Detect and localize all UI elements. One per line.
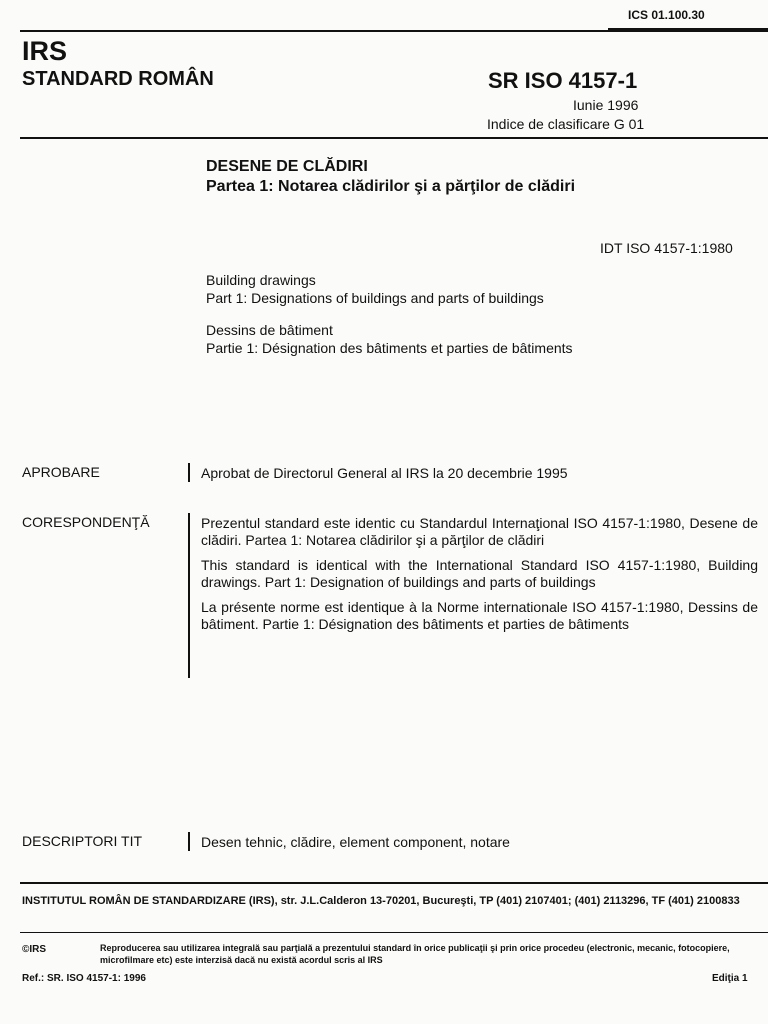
title-english <box>206 271 544 307</box>
edition: Ediţia 1 <box>712 973 748 984</box>
correspondence-bar <box>188 513 190 678</box>
standard-type: STANDARD ROMÂN <box>22 68 214 90</box>
idt-reference: IDT ISO 4157-1:1980 <box>600 240 733 256</box>
correspondence-label: CORESPONDENŢĂ <box>22 514 150 530</box>
approval-text: Aprobat de Directorul General al IRS la 20 decembrie 1995 <box>201 465 568 481</box>
title-en-line2: Part 1: Designations of buildings and parts of buildings <box>206 290 544 306</box>
footer-subdivider <box>20 932 768 933</box>
correspondence-fr: La présente norme est identique à la Norme internationale ISO 4157-1:1980, Dessins de bâtiment. Partie 1: Désignation des bâtiments et parties de bâtiments <box>201 599 758 632</box>
publication-date: Iunie 1996 <box>573 97 639 113</box>
title-fr-line2: Partie 1: Désignation des bâtiments et parties de bâtiments <box>206 340 573 356</box>
classification-index: Indice de clasificare G 01 <box>487 116 645 132</box>
descriptors-label: DESCRIPTORI TIT <box>22 833 143 849</box>
title-ro-line2: Partea 1: Notarea clădirilor şi a părţilor de clădiri <box>206 178 576 195</box>
institute-address: INSTITUTUL ROMÂN DE STANDARDIZARE (IRS), str. J.L.Calderon 13-70201, Bucureşti, TP (401) 2107401; (401) 2113296, TF (401) 2100833 <box>22 895 740 907</box>
top-divider <box>20 30 768 32</box>
title-en-line1: Building drawings <box>206 272 316 288</box>
org-name: IRS <box>22 36 68 66</box>
approval-label: APROBARE <box>22 464 100 480</box>
title-romanian <box>206 157 575 197</box>
descriptors-bar <box>188 832 190 851</box>
title-french <box>206 321 573 357</box>
descriptors-text: Desen tehnic, clădire, element component, notare <box>201 834 510 850</box>
correspondence-ro: Prezentul standard este identic cu Standardul Internaţional ISO 4157-1:1980, Desene de clădiri. Partea 1: Notarea clădirilor şi a părţilor de clădiri <box>201 515 758 548</box>
ics-code: ICS 01.100.30 <box>628 8 705 22</box>
reference: Ref.: SR. ISO 4157-1: 1996 <box>22 973 146 984</box>
approval-bar <box>188 463 190 482</box>
title-fr-line1: Dessins de bâtiment <box>206 322 333 338</box>
title-ro-line1: DESENE DE CLĂDIRI <box>206 158 368 175</box>
header-divider <box>20 137 768 139</box>
correspondence-en: This standard is identical with the International Standard ISO 4157-1:1980, Building drawings. Part 1: Designation of buildings and parts of buildings <box>201 557 758 590</box>
correspondence-text <box>201 515 758 641</box>
reproduction-notice: Reproducerea sau utilizarea integrală sau parţială a prezentului standard în orice publicaţii şi prin orice procedeu (electronic, mecanic, fotocopiere, microfilmare etc) este interzisă dacă nu există acordul scris al IRS <box>100 943 730 965</box>
footer-divider <box>20 882 768 884</box>
copyright: ©IRS <box>22 944 47 955</box>
standard-id: SR ISO 4157-1 <box>488 68 638 93</box>
